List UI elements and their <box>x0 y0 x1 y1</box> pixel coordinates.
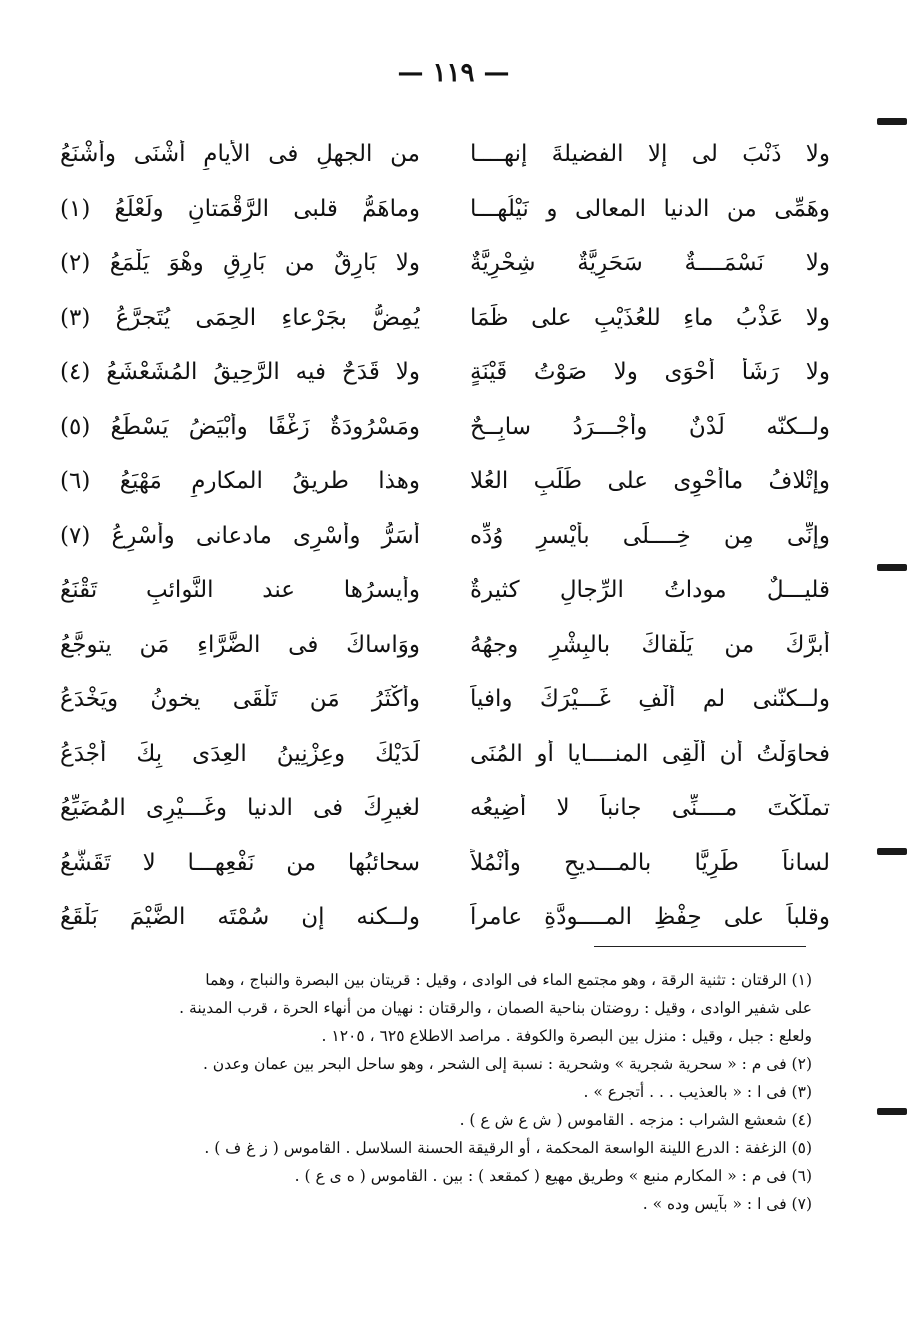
verse-second-hemistich: لَدَيْكَ وعِزْنِينُ العِدَى بِكَ أجْدَعُ <box>60 740 420 767</box>
verse-first-hemistich: وقلباً على حِفْظِ المــــودَّةِ عامراً <box>470 904 830 931</box>
verse-line <box>60 673 830 728</box>
footnote-line: (٥) الزغفة : الدرع اللينة الواسعة المحكمة ، أو الرقيقة الحسنة السلاسل . القاموس ( ز غ ف ) . <box>204 1139 812 1157</box>
footnote-divider <box>594 946 806 947</box>
verse-second-hemistich: وهذا طريقُ المكارمِ مَهْيَعُ (٦) <box>60 468 420 495</box>
verse-second-hemistich: لغيرِكَ فى الدنيا وغَـــيْرِى المُضَيِّعُ <box>60 795 420 822</box>
verse-second-hemistich: وماهَمُّ قلبى الرَّقْمَتانِ ولَعْلَعُ (١) <box>60 195 420 222</box>
verse-line <box>60 128 830 183</box>
verse-first-hemistich: ولــكنّنى لم أُلْفِ غَـــيْرَكَ وافياً <box>470 686 830 713</box>
margin-mark <box>877 1108 907 1115</box>
verse-second-hemistich: أَسَرُّ وأسْرِى مادعانى وأسْرِعُ (٧) <box>60 522 420 549</box>
verse-first-hemistich: وإنِّى مِن خِــــلِّى بأيْسرِ وُدِّه <box>470 522 830 549</box>
verse-line <box>60 728 830 783</box>
verse-line <box>60 183 830 238</box>
margin-mark <box>877 118 907 125</box>
footnote-line: (٦) فى م : « المكارم منبع » وطريق مهيع ( كمقعد ) : بين . القاموس ( ه ى ع ) . <box>294 1167 812 1185</box>
verse-line <box>60 455 830 510</box>
page-number: — ١١٩ — <box>397 58 510 88</box>
footnote-line: على شفير الوادى ، وقيل : روضتان بناحية الصمان ، والرقتان : نهيان من أنهاء الحرة ، قرب المدينة . <box>179 999 812 1017</box>
verse-first-hemistich: وهَمِّى من الدنيا المعالى و نَيْلُهـــا <box>470 195 830 222</box>
verse-line <box>60 401 830 456</box>
verse-line <box>60 891 830 946</box>
footnote-line: (٧) فى ا : « بآيس وده » . <box>642 1195 812 1213</box>
verse-first-hemistich: وإتْلافُ ماأحْوِى على طَلَبِ العُلا <box>470 468 830 495</box>
footnote-line: (١) الرقتان : تثنية الرقة ، وهو مجتمع الماء فى الوادى ، وقيل : قريتان بين البصرة والنباج ، وهما <box>205 971 812 989</box>
verse-second-hemistich: من الجهلِ فى الأيامِ أشْنَى وأشْنَعُ <box>60 141 420 168</box>
footnote-line: (٤) شعشع الشراب : مزجه . القاموس ( ش ع ش ع ) . <box>459 1111 812 1129</box>
verse-second-hemistich: ومَسْرُودَةٌ زَغْفًا وأبْيَضُ يَسْطَعُ (٥) <box>60 413 420 440</box>
verse-line <box>60 619 830 674</box>
footnote-line: ولعلع : جبل ، وقيل : منزل بين البصرة والكوفة . مراصد الاطلاع ٦٢٥ ، ١٢٠٥ . <box>321 1027 812 1045</box>
verse-line <box>60 782 830 837</box>
verse-second-hemistich: ولــكنه إن سُمْتَه الضَّيْمَ بَلْقَعُ <box>60 904 420 931</box>
verse-first-hemistich: ولا رَشَأٌ أحْوَى ولا صَوْتُ قَيْنَةٍ <box>470 359 830 386</box>
verse-second-hemistich: وأكْثَرُ مَن تَلْقَى يخونُ ويَخْدَعُ <box>60 686 420 713</box>
verse-first-hemistich: فحاوَلْتُ أن أُلْقِى المنــــايا أو المُنَى <box>470 740 830 767</box>
verse-first-hemistich: ولا نَسْمَــــةٌ سَحَرِيَّةٌ شِحْرِيَّةٌ <box>470 250 830 277</box>
verse-line <box>60 837 830 892</box>
verse-first-hemistich: تملَّكْتَ مــــنِّى جانباً لا أُضِيعُه <box>470 795 830 822</box>
verse-first-hemistich: ولا عَذْبُ ماءِ للعُذَيْبِ على ظَمَا <box>470 304 830 331</box>
poem <box>60 128 830 946</box>
verse-line <box>60 237 830 292</box>
verse-first-hemistich: ولا ذَنْبَ لى إلا الفضيلةَ إنهــــا <box>470 141 830 168</box>
verse-second-hemistich: ولا قَدَحٌ فيه الرَّحِيقُ المُشَعْشَعُ (٤) <box>60 359 420 386</box>
margin-mark <box>877 848 907 855</box>
footnotes <box>100 966 812 1218</box>
verse-first-hemistich: ولــكنّه لَدْنٌ وأجْـــرَدُ سابِــحٌ <box>470 413 830 440</box>
verse-line <box>60 292 830 347</box>
verse-second-hemistich: يُمِضُّ بجَرْعاءِ الحِمَى يُتَجرَّعُ (٣) <box>60 304 420 331</box>
verse-line <box>60 510 830 565</box>
verse-second-hemistich: وأيسرُها عند النَّوائبِ تَقْنَعُ <box>60 577 420 604</box>
footnote-line: (٣) فى ا : « بالعذيب . . . أتجرع » . <box>583 1083 812 1101</box>
verse-first-hemistich: أبرَّكَ من يَلْقاكَ بالبِشْرِ وجهُهُ <box>470 631 830 658</box>
verse-second-hemistich: ووَاساكَ فى الضَّرَّاءِ مَن يتوجَّعُ <box>60 631 420 658</box>
verse-line <box>60 346 830 401</box>
verse-second-hemistich: سحائبُها من نَفْعِهـــا لا تَقَشَّعُ <box>60 849 420 876</box>
margin-mark <box>877 564 907 571</box>
verse-first-hemistich: لساناً طَرِيًّا بالمـــديحِ وأَنْمُلاً <box>470 849 830 876</box>
footnote-line: (٢) فى م : « سحرية شجرية » وشحرية : نسبة إلى الشحر ، وهو ساحل البحر بين عمان وعدن . <box>202 1055 812 1073</box>
verse-first-hemistich: قليـــلٌ موداتُ الرِّجالِ كثيرةٌ <box>470 577 830 604</box>
verse-second-hemistich: ولا بَارِقٌ من بَارِقٍ وهْوَ يَلْمَعُ (٢) <box>60 250 420 277</box>
verse-line <box>60 564 830 619</box>
